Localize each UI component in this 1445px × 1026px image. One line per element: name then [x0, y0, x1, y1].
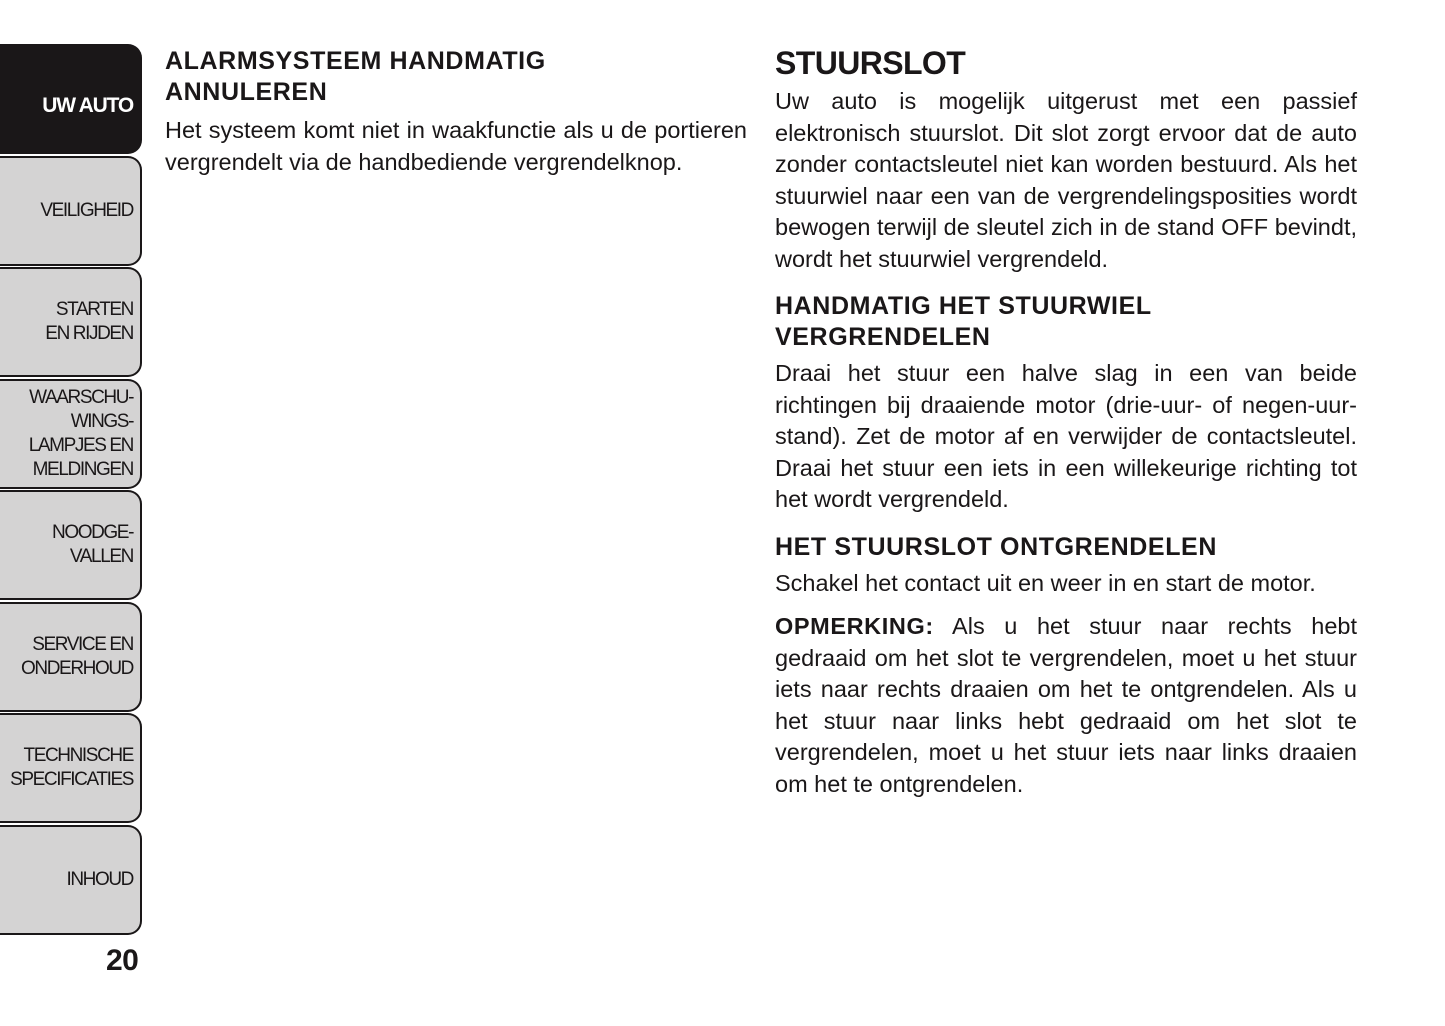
left-column: [165, 44, 747, 178]
tab-uw-auto[interactable]: UW AUTO: [0, 44, 142, 154]
note-text: Als u het stuur naar rechts hebt gedraaid om het slot te vergrendelen, moet u het stuur iets naar rechts draaien om het te ontgrendelen. Als u het stuur naar links hebt gedraaid om het slot te vergrendelen, moet u het stuur iets naar links draaien om het te ontgrendelen.: [775, 613, 1357, 797]
tab-noodgevallen[interactable]: NOODGE- VALLEN: [0, 490, 142, 600]
alarm-cancel-heading: ALARMSYSTEEM HANDMATIG ANNULEREN: [165, 47, 546, 106]
tab-technische-specificaties[interactable]: TECHNISCHE SPECIFICATIES: [0, 713, 142, 823]
tab-waarschuwingslampjes[interactable]: WAARSCHU- WINGS- LAMPJES EN MELDINGEN: [0, 379, 142, 489]
page-title: STUURSLOT: [775, 45, 966, 81]
steering-lock-intro: Uw auto is mogelijk uitgerust met een passief elektronisch stuurslot. Dit slot zorgt ervoor dat de auto zonder contactsleutel niet kan worden bestuurd. Als het stuurwiel naar een van de vergrendelingsposities wordt bewogen terwijl de sleutel zich in de stand OFF bevindt, wordt het stuurwiel vergrendeld.: [775, 88, 1357, 272]
manual-lock-heading: HANDMATIG HET STUURWIEL VERGRENDELEN: [775, 292, 1152, 351]
tab-service-en-onderhoud[interactable]: SERVICE EN ONDERHOUD: [0, 602, 142, 712]
manual-lock-text: Draai het stuur een halve slag in een van beide richtingen bij draaiende motor (drie-uur- of negen-uur-stand). Zet de motor af en verwijder de contactsleutel. Draai het stuur een iets in een willekeurige richting tot het wordt vergrendeld.: [775, 360, 1357, 512]
right-column: [775, 44, 1357, 800]
tab-inhoud[interactable]: INHOUD: [0, 825, 142, 935]
alarm-cancel-text: Het systeem komt niet in waakfunctie als u de portieren vergrendelt via de handbediende vergrendelknop.: [165, 117, 747, 175]
tab-veiligheid[interactable]: VEILIGHEID: [0, 156, 142, 266]
note-paragraph: [775, 611, 1357, 800]
unlock-text: Schakel het contact uit en weer in en start de motor.: [775, 569, 1316, 596]
tab-starten-en-rijden[interactable]: STARTEN EN RIJDEN: [0, 267, 142, 377]
note-label: OPMERKING:: [775, 613, 934, 639]
page-number: 20: [106, 944, 139, 977]
unlock-heading: HET STUURSLOT ONTGRENDELEN: [775, 532, 1217, 561]
